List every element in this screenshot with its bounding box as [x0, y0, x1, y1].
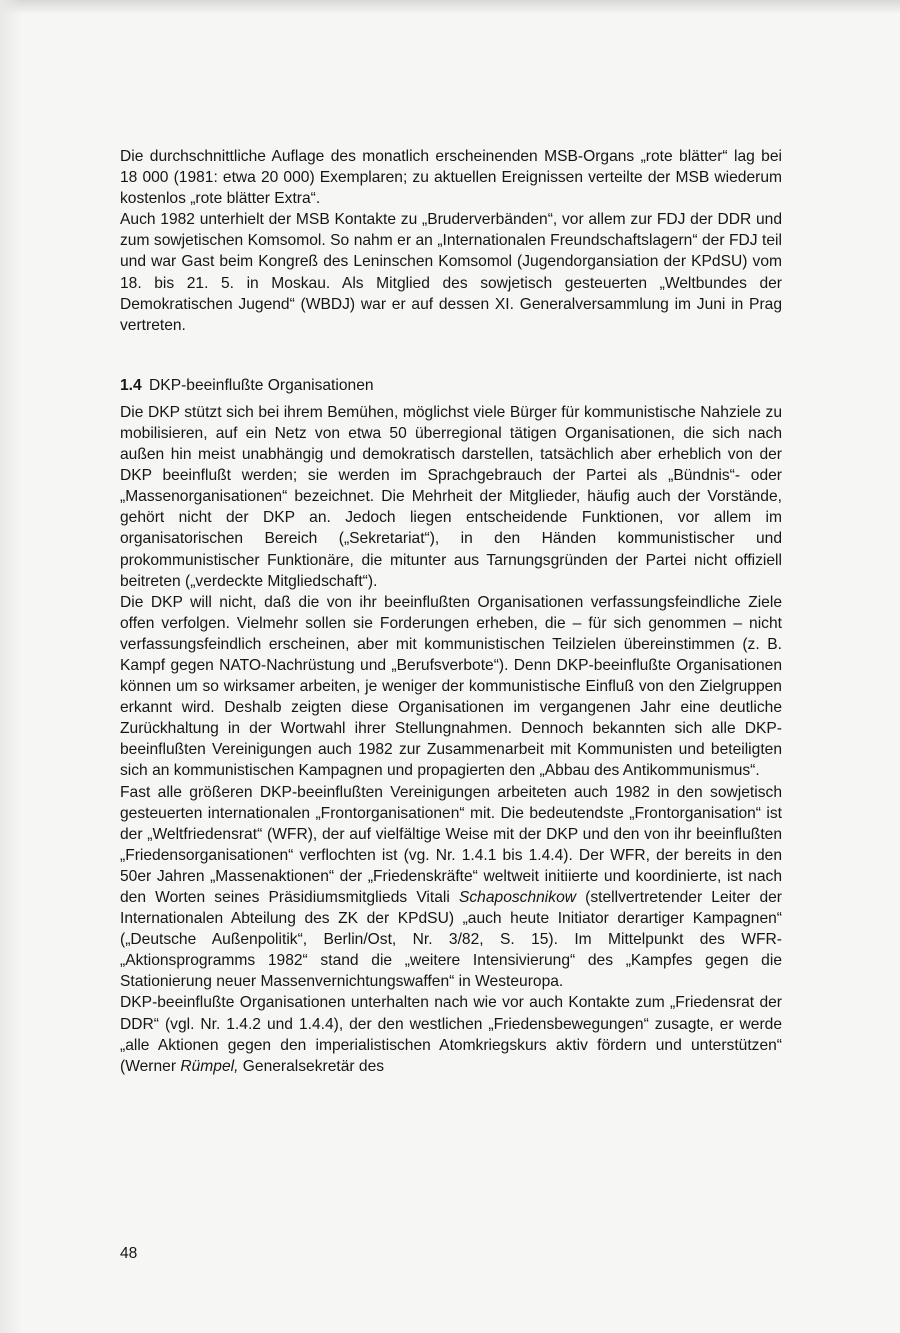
- section-number: 1.4: [120, 376, 142, 394]
- section-heading: [120, 375, 782, 396]
- intro-paragraph-1: Die durchschnittliche Auflage des monatlich erscheinenden MSB-Organs „rote blätter“ lag bei 18 000 (1981: etwa 20 000) Exemplaren; zu aktuellen Ereignissen verteilte der MSB wiederum kostenlos „rote blätter Extra“.: [120, 148, 782, 208]
- paragraph-text: (stellvertretender Leiter der Internationalen Abteilung des ZK der KPdSU) „auch heute Initiator derartiger Kampagnen“ („Deutsche Außenpolitik“, Berlin/Ost, Nr. 3/82, S. 15). Im Mittelpunkt des WFR-„Aktionsprogramms 1982“ stand die „weitere Intensivierung“ des „Kampfes gegen die Stationierung neuer Massenvernichtungswaffen“ in Westeuropa.: [120, 889, 783, 991]
- section-paragraph-4: [120, 992, 782, 1076]
- paragraph-text: DKP-beeinflußte Organisationen unterhalten nach wie vor auch Kontakte zum „Friedensrat der DDR“ (vgl. Nr. 1.4.2 und 1.4.4), der den westlichen „Friedensbewegungen“ zusagte, er werde „alle Aktionen gegen den imperialistischen Atomkriegskurs aktiv fördern und unterstützen“ (Werner: [120, 994, 782, 1075]
- paragraph-text: Generalsekretär des: [238, 1057, 385, 1075]
- section-title: DKP-beeinflußte Organisationen: [149, 376, 374, 394]
- scan-shadow: [0, 0, 900, 14]
- scan-edge: [0, 0, 22, 1333]
- section-paragraph-3: [120, 782, 782, 993]
- person-name: Schaposchnikow: [458, 889, 577, 906]
- section-paragraph-2: Die DKP will nicht, daß die von ihr beeinflußten Organisationen verfassungsfeindliche Ziele offen verfolgen. Vielmehr sollen sie Forderungen erheben, die – für sich genommen – nicht verfassungsfeindlich erscheinen, aber mit kommunistischen Teilzielen übereinstimmen (z. B. Kampf gegen NATO-Nachrüstung und „Berufsverbote“). Denn DKP-beeinflußte Organisationen können um so wirksamer arbeiten, je weniger der kommunistische Einfluß von den Zielgruppen erkannt wird. Deshalb zeigten diese Organisationen im vergangenen Jahr eine deutliche Zurückhaltung in der Wortwahl ihrer Stellungnahmen. Dennoch bekannten sich alle DKP-beeinflußten Vereinigungen auch 1982 zur Zusammenarbeit mit Kommunisten und beteiligten sich an kommunistischen Kampagnen und propagierten den „Abbau des Antikommunismus“.: [120, 593, 782, 780]
- document-page: [120, 146, 782, 1077]
- section-paragraph-1: Die DKP stützt sich bei ihrem Bemühen, möglichst viele Bürger für kommunistische Nahziele zu mobilisieren, auf ein Netz von etwa 50 überregional tätigen Organisationen, die sich nach außen hin meist unabhängig und demokratisch darstellen, tatsächlich aber erheblich von der DKP beeinflußt werden; sie werden im Sprachgebrauch der Partei als „Bündnis“- oder „Massenorganisationen“ bezeichnet. Die Mehrheit der Mitglieder, häufig auch der Vorstände, gehört nicht der DKP an. Jedoch liegen entscheidende Funktionen, vor allem im organisatorischen Bereich („Sekretariat“), in den Händen kommunistischer und prokommunistischer Funktionäre, die mitunter aus Tarnungsgründen der Partei nicht offiziell beitreten („verdeckte Mitgliedschaft“).: [120, 403, 782, 590]
- person-name: Rümpel,: [180, 1057, 239, 1075]
- paragraph-text: Fast alle größeren DKP-beeinflußten Vereinigungen arbeiteten auch 1982 in den sowjetisch gesteuerten internationalen „Frontorganisationen“ mit. Die bedeutendste „Frontorganisation“ ist der „Weltfriedensrat“ (WFR), der auf vielfältige Weise mit der DKP und den von ihr beeinflußten „Friedensorganisationen“ verflochten ist (vg. Nr. 1.4.1 bis 1.4.4). Der WFR, der bereits in den 50er Jahren „Massenaktionen“ der „Friedenskräfte“ weltweit initiierte und koordinierte, ist nach den Worten seines Präsidiumsmitglieds Vitali: [120, 783, 782, 906]
- intro-paragraph-2: Auch 1982 unterhielt der MSB Kontakte zu „Bruderverbänden“, vor allem zur FDJ der DDR und zum sowjetischen Komsomol. So nahm er an „Internationalen Freundschaftslagern“ der FDJ teil und war Gast beim Kongreß des Leninschen Komsomol (Jugendorgansiation der KPdSU) vom 18. bis 21. 5. in Moskau. Als Mitglied des sowjetisch gesteuerten „Weltbundes der Demokratischen Jugend“ (WBDJ) war er auf dessen XI. Generalversammlung im Juni in Prag vertreten.: [120, 211, 782, 334]
- page-number: 48: [120, 1245, 138, 1262]
